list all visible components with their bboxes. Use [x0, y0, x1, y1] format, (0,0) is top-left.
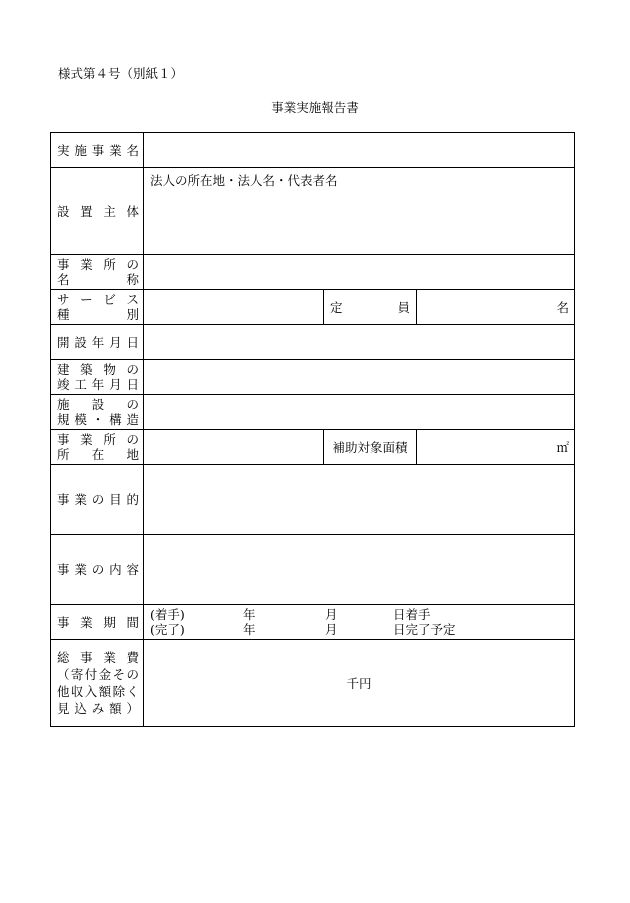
label-char: 建: [57, 362, 70, 377]
label-service-type: [51, 290, 144, 325]
row-establisher: [51, 168, 575, 255]
label-char: 物: [103, 362, 116, 377]
label-establisher: [51, 168, 144, 255]
label-char: 事: [91, 142, 105, 158]
label-char: 込: [74, 701, 87, 716]
label-capacity: [324, 290, 417, 325]
period-start-year: 年: [243, 607, 256, 622]
row-total-cost: [51, 640, 575, 727]
period-end-day: 日完了予定: [393, 622, 456, 637]
label-char: 別: [126, 307, 139, 322]
label-char: そ: [112, 667, 126, 682]
label-char: 期: [103, 614, 116, 630]
label-char: 業: [103, 650, 116, 665]
label-char: 日: [126, 377, 139, 392]
establisher-field[interactable]: [144, 168, 575, 255]
label-facility-scale: [51, 395, 144, 430]
label-char: 事: [57, 432, 70, 447]
label-char: 月: [109, 334, 122, 350]
row-facility-scale: [51, 395, 575, 430]
label-char: 業: [80, 432, 93, 447]
subsidy-area-field[interactable]: [417, 430, 575, 465]
label-char: 所: [57, 447, 70, 462]
label-char: の: [126, 432, 139, 447]
label-char: の: [91, 492, 105, 507]
label-char: 名: [57, 272, 70, 287]
label-period: [51, 605, 144, 640]
label-char: 年: [91, 334, 105, 350]
subsidy-area-label: 補助対象面積: [332, 440, 408, 455]
capacity-field[interactable]: [417, 290, 575, 325]
area-unit: ㎡: [556, 440, 570, 455]
period-start-prefix: (着手): [150, 607, 185, 622]
label-office-location: [51, 430, 144, 465]
label-char: 業: [80, 614, 93, 630]
purpose-field[interactable]: [144, 465, 575, 535]
label-char: 種: [57, 307, 70, 322]
label-char: 見: [57, 701, 70, 716]
label-char: 寄: [70, 667, 84, 682]
period-start-day: 日着手: [393, 607, 431, 622]
label-char: 主: [103, 203, 116, 219]
label-char: 置: [80, 203, 93, 219]
label-char: く: [126, 684, 139, 699]
label-char: 設: [57, 203, 70, 219]
label-char: ス: [126, 292, 139, 307]
label-char: 日: [126, 334, 139, 350]
establisher-note: 法人の所在地・法人名・代表者名: [150, 173, 338, 188]
form-number: 様式第４号（別紙１）: [58, 66, 184, 81]
total-cost-field[interactable]: [144, 640, 575, 727]
label-char: ）: [126, 701, 139, 716]
capacity-unit: 名: [556, 300, 570, 315]
label-char: 業: [109, 142, 122, 158]
label-char: 築: [80, 362, 93, 377]
label-char: 業: [80, 257, 93, 272]
label-char: 業: [74, 562, 87, 577]
office-name-field[interactable]: [144, 255, 575, 290]
label-content: [51, 535, 144, 605]
label-char: 事: [57, 614, 70, 630]
building-completion-field[interactable]: [144, 360, 575, 395]
label-char: の: [126, 362, 139, 377]
row-purpose: [51, 465, 575, 535]
label-char: 間: [126, 614, 139, 630]
label-building-completion: [51, 360, 144, 395]
label-char: 月: [109, 377, 122, 392]
label-char: 所: [103, 432, 116, 447]
label-char: 付: [84, 667, 98, 682]
service-type-field[interactable]: [144, 290, 324, 325]
label-char: 工: [74, 377, 87, 392]
label-char: 金: [98, 667, 112, 682]
label-char: 構: [109, 412, 122, 427]
label-char: 目: [109, 492, 122, 507]
label-char: 設: [91, 397, 105, 412]
label-char: の: [126, 257, 139, 272]
label-opening-date: [51, 325, 144, 360]
row-period: [51, 605, 575, 640]
period-field[interactable]: [144, 605, 575, 640]
facility-scale-field[interactable]: [144, 395, 575, 430]
label-char: 所: [103, 257, 116, 272]
label-char: 体: [126, 203, 139, 219]
row-office-location: [51, 430, 575, 465]
label-char: 員: [397, 299, 410, 315]
label-char: （: [57, 667, 70, 682]
label-char: 内: [109, 562, 122, 577]
opening-date-field[interactable]: [144, 325, 575, 360]
label-char: 除: [112, 684, 126, 699]
office-location-field[interactable]: [144, 430, 324, 465]
label-char: 称: [126, 272, 139, 287]
period-start-line: [144, 607, 574, 622]
label-char: 費: [126, 650, 139, 665]
row-project-name: [51, 133, 575, 168]
label-char: 総: [57, 650, 70, 665]
label-char: 造: [126, 412, 139, 427]
label-char: サ: [57, 292, 70, 307]
label-char: 地: [126, 447, 139, 462]
label-char: 入: [84, 684, 98, 699]
label-char: 事: [80, 650, 93, 665]
label-char: 事: [57, 257, 70, 272]
label-purpose: [51, 465, 144, 535]
label-char: 事: [57, 562, 70, 577]
label-char: ビ: [103, 292, 116, 307]
label-char: 設: [74, 334, 87, 350]
label-char: 的: [126, 492, 139, 507]
label-char: 模: [74, 412, 87, 427]
report-form-table: [50, 132, 575, 727]
label-char: 施: [57, 397, 70, 412]
row-opening-date: [51, 325, 575, 360]
label-char: 竣: [57, 377, 70, 392]
row-office-name: [51, 255, 575, 290]
row-content: [51, 535, 575, 605]
label-total-cost: [51, 640, 144, 727]
label-char: 額: [98, 684, 112, 699]
label-char: 名: [126, 142, 139, 158]
label-char: 施: [74, 142, 87, 158]
label-char: 収: [70, 684, 84, 699]
label-char: 他: [57, 684, 70, 699]
row-service-type: [51, 290, 575, 325]
content-field[interactable]: [144, 535, 575, 605]
label-char: の: [91, 562, 105, 577]
label-char: ・: [91, 412, 105, 427]
label-char: 事: [57, 492, 70, 507]
period-start-month: 月: [325, 607, 338, 622]
period-end-month: 月: [325, 622, 338, 637]
label-char: 実: [57, 142, 70, 158]
row-building-completion: [51, 360, 575, 395]
label-char: 定: [330, 299, 343, 315]
label-char: 開: [57, 334, 70, 350]
label-char: 規: [57, 412, 70, 427]
period-end-prefix: (完了): [150, 622, 185, 637]
label-project-name: [51, 133, 144, 168]
label-char: ー: [80, 292, 93, 307]
label-subsidy-area: [324, 430, 417, 465]
label-char: 業: [74, 492, 87, 507]
label-char: 額: [109, 701, 122, 716]
label-char: 在: [91, 447, 105, 462]
label-char: 容: [126, 562, 139, 577]
document-title: 事業実施報告書: [271, 100, 359, 115]
period-end-year: 年: [243, 622, 256, 637]
project-name-field[interactable]: [144, 133, 575, 168]
label-char: の: [126, 667, 139, 682]
label-char: み: [91, 701, 105, 716]
total-cost-unit: 千円: [346, 676, 372, 691]
label-char: 年: [91, 377, 105, 392]
label-char: の: [126, 397, 139, 412]
label-office-name: [51, 255, 144, 290]
period-end-line: [144, 622, 574, 637]
